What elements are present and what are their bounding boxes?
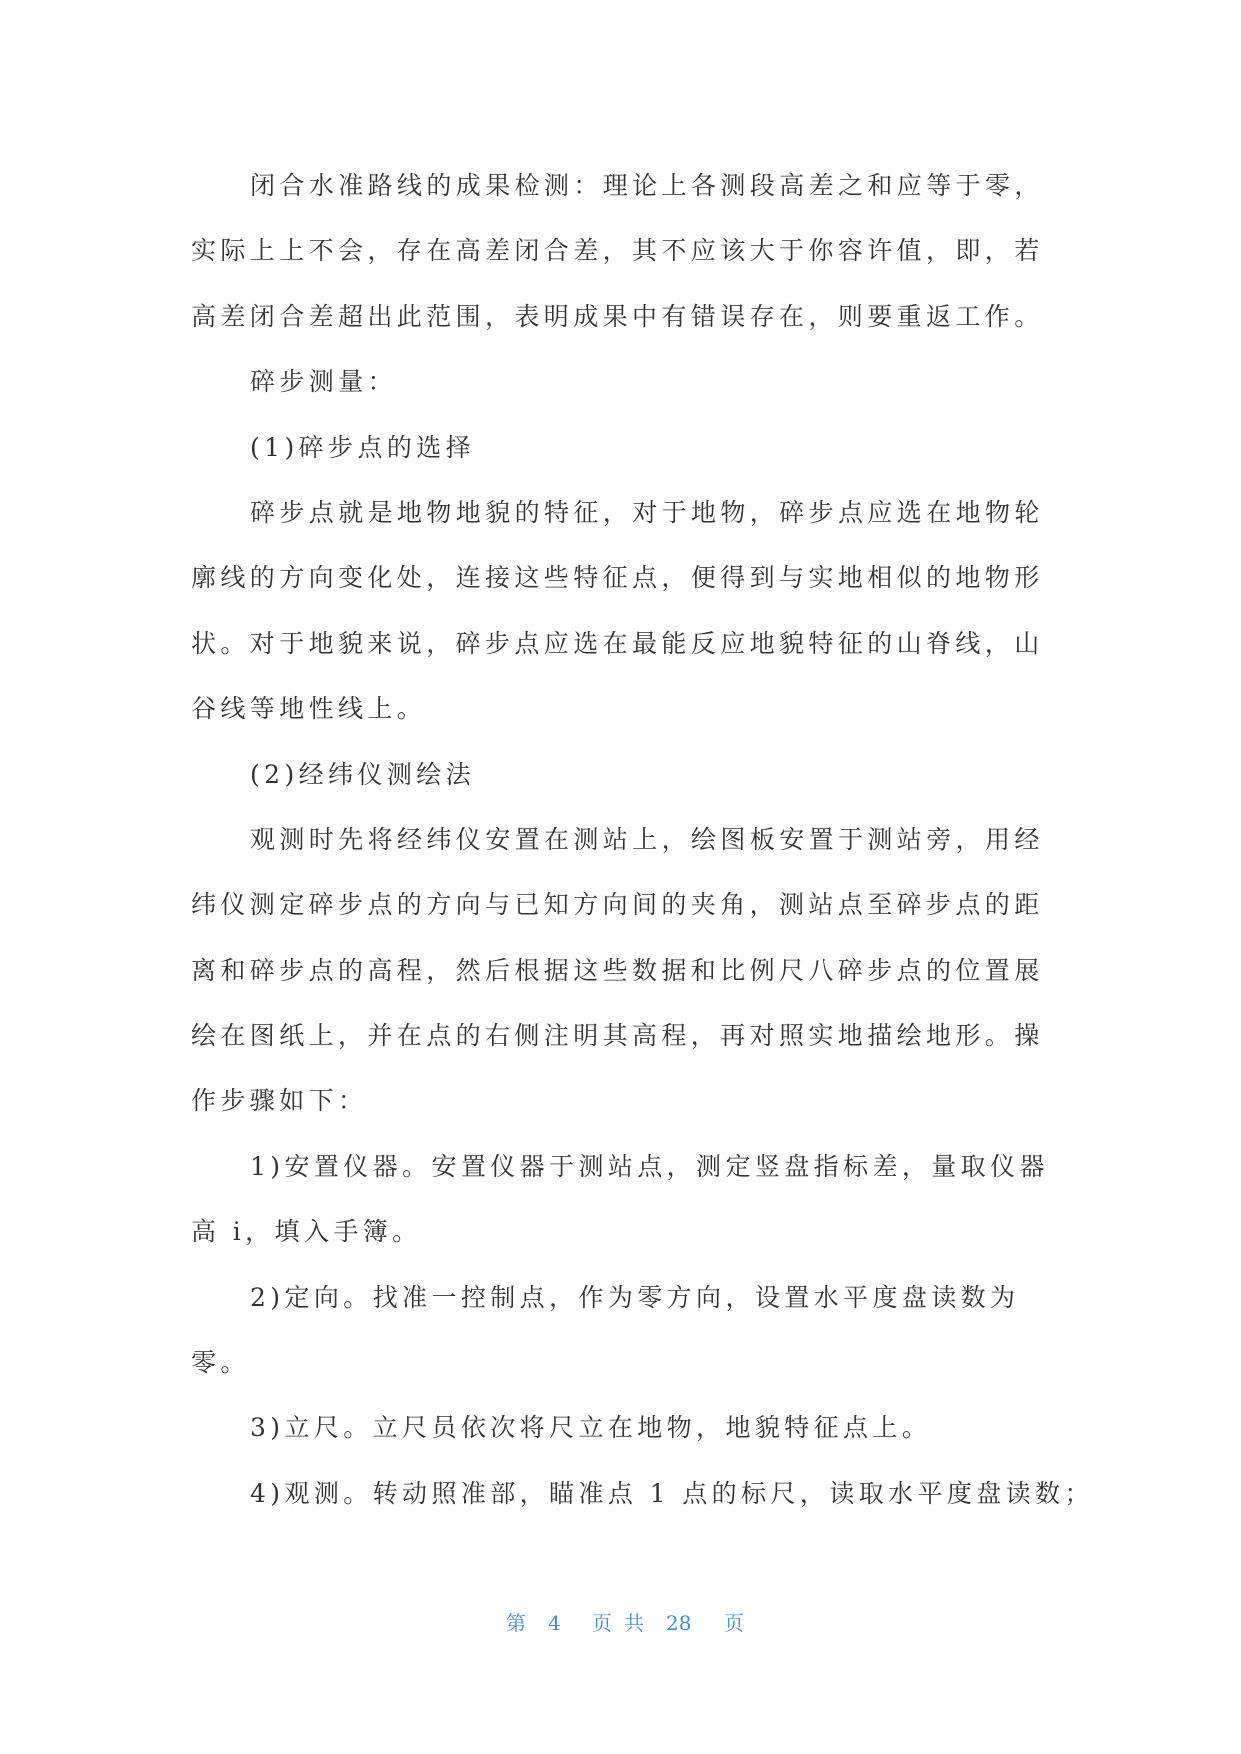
text-line: 2)定向。找准一控制点，作为零方向，设置水平度盘读数为 [250, 1282, 1020, 1312]
text-line: 4)观测。转动照准部，瞄准点 1 点的标尺，读取水平度盘读数； [250, 1478, 1094, 1508]
paragraph-step-4 [191, 1461, 1191, 1526]
footer-prefix: 第 [506, 1611, 526, 1635]
paragraph-step-3 [191, 1395, 1191, 1460]
text-line: 观测时先将经纬仪安置在测站上，绘图板安置于测站旁，用经 [250, 824, 1044, 854]
page-footer [0, 1608, 1241, 1638]
text-line: 谷线等地性线上。 [191, 694, 427, 724]
footer-total-pages: 28 [666, 1611, 692, 1635]
paragraph-theodolite-method [191, 807, 1191, 1134]
text-line: 纬仪测定碎步点的方向与已知方向间的夹角，测站点至碎步点的距 [191, 890, 1044, 920]
text-line: 作步骤如下： [191, 1086, 368, 1116]
text-line: 廓线的方向变化处，连接这些特征点，便得到与实地相似的地物形 [191, 563, 1044, 593]
paragraph-subheading-2 [191, 742, 1191, 807]
subsection-heading: (1)碎步点的选择 [250, 432, 476, 462]
paragraph-heading-detail-survey [191, 349, 1191, 414]
subsection-heading: (2)经纬仪测绘法 [250, 759, 476, 789]
text-line: 状。对于地貌来说，碎步点应选在最能反应地貌特征的山脊线，山 [191, 628, 1044, 658]
text-line: 闭合水准路线的成果检测：理论上各测段高差之和应等于零， [250, 171, 1044, 200]
footer-middle: 页共 [592, 1611, 656, 1635]
section-heading: 碎步测量： [250, 367, 398, 397]
paragraph-subheading-1 [191, 415, 1191, 480]
text-line: 实际上上不会，存在高差闭合差，其不应该大于你容许值，即，若 [191, 236, 1044, 266]
footer-suffix: 页 [724, 1611, 744, 1635]
text-line: 1)安置仪器。安置仪器于测站点，测定竖盘指标差，量取仪器 [250, 1151, 1049, 1181]
paragraph-step-1 [191, 1134, 1191, 1265]
text-line: 3)立尺。立尺员依次将尺立在地物，地貌特征点上。 [250, 1413, 932, 1443]
text-line: 零。 [191, 1348, 250, 1378]
text-line: 高 i，填入手簿。 [191, 1217, 422, 1247]
paragraph-step-2 [191, 1265, 1191, 1396]
document-body [191, 153, 1191, 1526]
text-line: 碎步点就是地物地貌的特征，对于地物，碎步点应选在地物轮 [250, 497, 1044, 527]
text-line: 绘在图纸上，并在点的右侧注明其高程，再对照实地描绘地形。操 [191, 1021, 1044, 1051]
paragraph-detail-point-selection [191, 480, 1191, 742]
paragraph-closed-leveling [191, 153, 1191, 349]
text-line: 离和碎步点的高程，然后根据这些数据和比例尺八碎步点的位置展 [191, 955, 1044, 985]
footer-current-page: 4 [548, 1611, 561, 1635]
text-line: 高差闭合差超出此范围，表明成果中有错误存在，则要重返工作。 [191, 301, 1044, 331]
